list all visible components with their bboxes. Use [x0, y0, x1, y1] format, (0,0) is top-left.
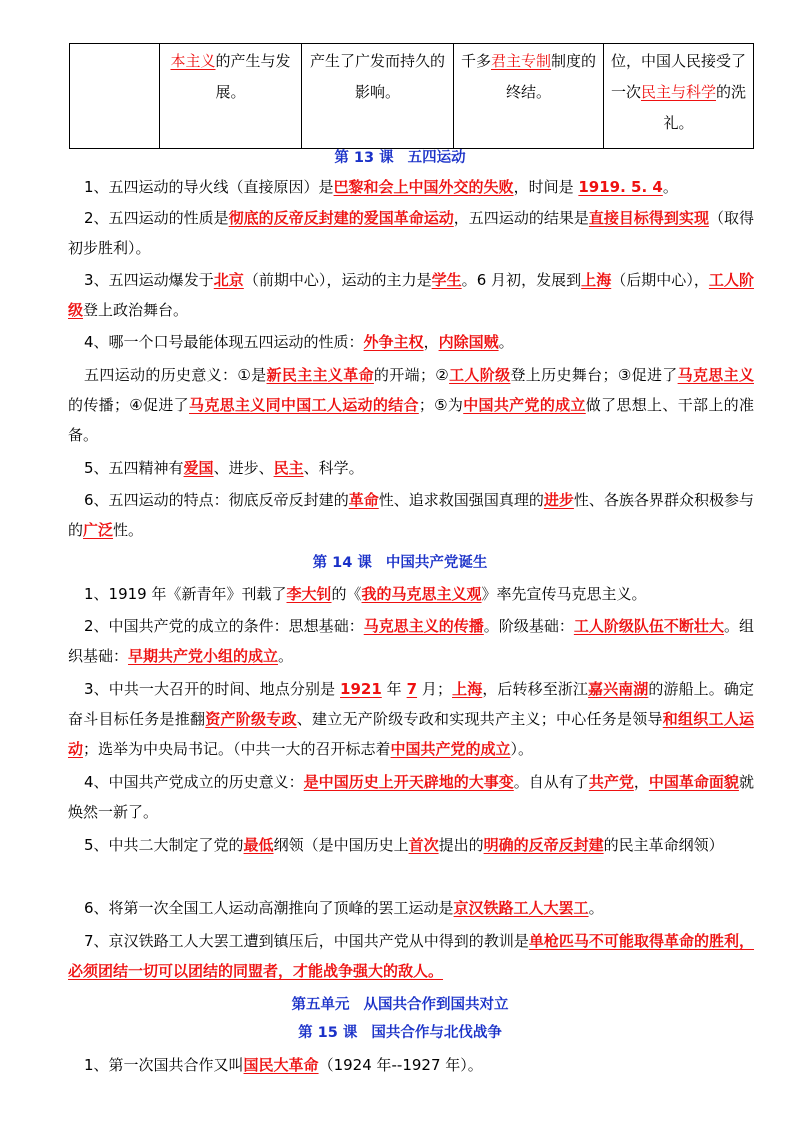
table-cell-empty	[70, 44, 160, 149]
l14-item-3	[68, 674, 754, 764]
l15-item-1	[68, 1050, 754, 1080]
key-term: 广泛	[83, 521, 114, 539]
l14-item-7	[68, 926, 754, 986]
text-run: 性、各族各界群众积极参与的	[68, 491, 754, 539]
key-term: 中国共产党的成立	[390, 740, 511, 758]
text-run: ；⑤为	[418, 396, 464, 414]
text-run: 的传播；④促进了	[68, 396, 190, 414]
table-cell: 产生了广发而持久的影响。	[302, 44, 454, 149]
key-term: 北京	[213, 271, 244, 289]
key-term: 内除国贼	[438, 333, 499, 351]
key-term: 直接目标得到实现	[588, 209, 709, 227]
text-run: ，	[633, 773, 649, 791]
text-run: 性。	[113, 521, 144, 539]
key-term: 我的马克思主义观	[361, 585, 482, 603]
text-run: ；选举为中央局书记。（中共一大的召开标志着	[83, 740, 391, 758]
text-run: 、进步、	[213, 459, 274, 477]
key-term: 是中国历史上开天辟地的大事变	[303, 773, 514, 791]
text-run: 。	[498, 333, 514, 351]
table-cell: 位，中国人民接受了一次民主与科学的洗礼。	[604, 44, 754, 149]
text-run: 五四运动的历史意义：①是	[84, 366, 267, 384]
text-run: 。	[662, 178, 678, 196]
text-run: 7、京汉铁路工人大罢工遭到镇压后，中国共产党从中得到的教训是	[84, 932, 529, 950]
l13-item-6	[68, 485, 754, 545]
text-run: 。	[588, 899, 604, 917]
key-term: 单枪匹马不可能取得革命的胜利，必须团结一切可以团结的同盟者，才能战争强大的敌人。	[68, 932, 755, 980]
text-run: 1、第一次国共合作又叫	[84, 1056, 244, 1074]
unit-5-title: 第五单元 从国共合作到国共对立	[291, 997, 509, 1013]
key-term: 首次	[408, 836, 439, 854]
key-term: 嘉兴南湖	[587, 680, 649, 698]
text-run: 4、哪一个口号最能体现五四运动的性质：	[84, 333, 364, 351]
table-row	[70, 44, 754, 149]
key-term: 中国共产党的成立	[463, 396, 586, 414]
key-term: 工人阶级	[449, 366, 511, 384]
text-run: 的《	[331, 585, 362, 603]
l13-item-2	[68, 203, 754, 263]
l14-item-4	[68, 767, 754, 827]
text-run: 5、中共二大制定了党的	[84, 836, 244, 854]
key-term: 最低	[243, 836, 274, 854]
text-run: 6、将第一次全国工人运动高潮推向了顶峰的罢工运动是	[84, 899, 454, 917]
key-term: 进步	[543, 491, 574, 509]
text-run: ，时间是	[513, 178, 579, 196]
text-run: 的开端；②	[373, 366, 450, 384]
text-run: 。组织基础：	[68, 617, 754, 665]
key-term: 马克思主义的传播	[363, 617, 484, 635]
key-term: 和组织工人运动	[68, 710, 754, 758]
key-term: 马克思主义同中国工人运动的结合	[189, 396, 419, 414]
text-run: ，	[423, 333, 439, 351]
key-term: 学生	[431, 271, 462, 289]
text-run: 做了思想上、干部上的准备。	[68, 396, 754, 444]
text-run: 。自从有了	[513, 773, 589, 791]
text-run: 提出的	[438, 836, 484, 854]
key-term: 李大钊	[286, 585, 332, 603]
l14-item-1	[68, 579, 754, 609]
text-run: 3、中共一大召开的时间、地点分别是	[84, 680, 341, 698]
l14-item-6	[68, 893, 754, 923]
lesson-13-title: 第 13 课 五四运动	[334, 150, 466, 166]
text-run: 3、五四运动爆发于	[84, 271, 214, 289]
l13-significance	[68, 360, 754, 450]
l13-item-1	[68, 172, 754, 202]
key-term: 1919. 5. 4	[578, 178, 663, 196]
text-run: 的游船上。确定奋斗目标任务是推翻	[68, 680, 754, 728]
text-run: 的民主革命纲领）	[603, 836, 724, 854]
key-term: 外争主权	[363, 333, 424, 351]
key-term: 资产阶级专政	[205, 710, 297, 728]
text-run: （取得初步胜利）。	[68, 209, 754, 257]
l13-item-5	[68, 453, 754, 483]
key-term: 国民大革命	[243, 1056, 319, 1074]
text-run: 1、五四运动的导火线（直接原因）是	[84, 178, 334, 196]
table-cell: 本主义的产生与发展。	[160, 44, 302, 149]
text-run: ，后转移至浙江	[482, 680, 588, 698]
key-term: 中国革命面貌	[648, 773, 739, 791]
key-term: 马克思主义	[677, 366, 754, 384]
text-run: ）。	[510, 740, 534, 758]
key-term: 1921	[340, 680, 382, 698]
lesson-15-title: 第 15 课 国共合作与北伐战争	[298, 1025, 502, 1041]
key-term: 民主	[273, 459, 304, 477]
summary-table	[69, 43, 754, 149]
text-run: 5、五四精神有	[84, 459, 184, 477]
text-run: （后期中心），	[611, 271, 709, 289]
text-run: 登上政治舞台。	[83, 301, 189, 319]
text-run: 。	[278, 647, 294, 665]
lesson-14-title: 第 14 课 中国共产党诞生	[312, 555, 488, 571]
l13-item-4	[68, 327, 754, 357]
table-cell: 千多君主专制制度的终结。	[454, 44, 604, 149]
key-term: 彻底的反帝反封建的爱国革命运动	[228, 209, 454, 227]
text-run: 月；	[417, 680, 453, 698]
text-run: 。6 月初，发展到	[461, 271, 582, 289]
text-run: 2、中国共产党的成立的条件：思想基础：	[84, 617, 364, 635]
key-term: 7	[406, 680, 418, 698]
text-run: 就焕然一新了。	[68, 773, 754, 821]
text-run: 登上历史舞台；③促进了	[510, 366, 678, 384]
l14-item-2	[68, 611, 754, 671]
key-term: 工人阶级队伍不断壮大	[573, 617, 724, 635]
text-run: 、建立无产阶级专政和实现共产主义；中心任务是领导	[296, 710, 663, 728]
text-run: 性、追求救国强国真理的	[378, 491, 544, 509]
l13-item-3	[68, 265, 754, 325]
key-term: 新民主主义革命	[266, 366, 374, 384]
l14-item-5	[68, 830, 754, 860]
key-term: 巴黎和会上中国外交的失败	[333, 178, 514, 196]
key-term: 京汉铁路工人大罢工	[453, 899, 589, 917]
key-term: 明确的反帝反封建	[483, 836, 604, 854]
text-run: 2、五四运动的性质是	[84, 209, 229, 227]
text-run: 。阶级基础：	[483, 617, 574, 635]
text-run: 4、中国共产党成立的历史意义：	[84, 773, 304, 791]
key-term: 上海	[452, 680, 483, 698]
key-term: 上海	[581, 271, 612, 289]
key-term: 共产党	[588, 773, 634, 791]
text-run: 纲领（是中国历史上	[273, 836, 409, 854]
text-run: ，五四运动的结果是	[453, 209, 589, 227]
text-run: 》率先宣传马克思主义。	[481, 585, 647, 603]
key-term: 早期共产党小组的成立	[128, 647, 279, 665]
key-term: 爱国	[183, 459, 214, 477]
text-run: （1924 年--1927 年）。	[318, 1056, 483, 1074]
text-run: 、科学。	[303, 459, 364, 477]
text-run: （前期中心），运动的主力是	[243, 271, 432, 289]
text-run: 1、1919 年《新青年》刊载了	[84, 585, 287, 603]
key-term: 革命	[348, 491, 379, 509]
text-run: 6、五四运动的特点：彻底反帝反封建的	[84, 491, 349, 509]
text-run: 年	[381, 680, 407, 698]
key-term: 工人阶级	[68, 271, 754, 319]
